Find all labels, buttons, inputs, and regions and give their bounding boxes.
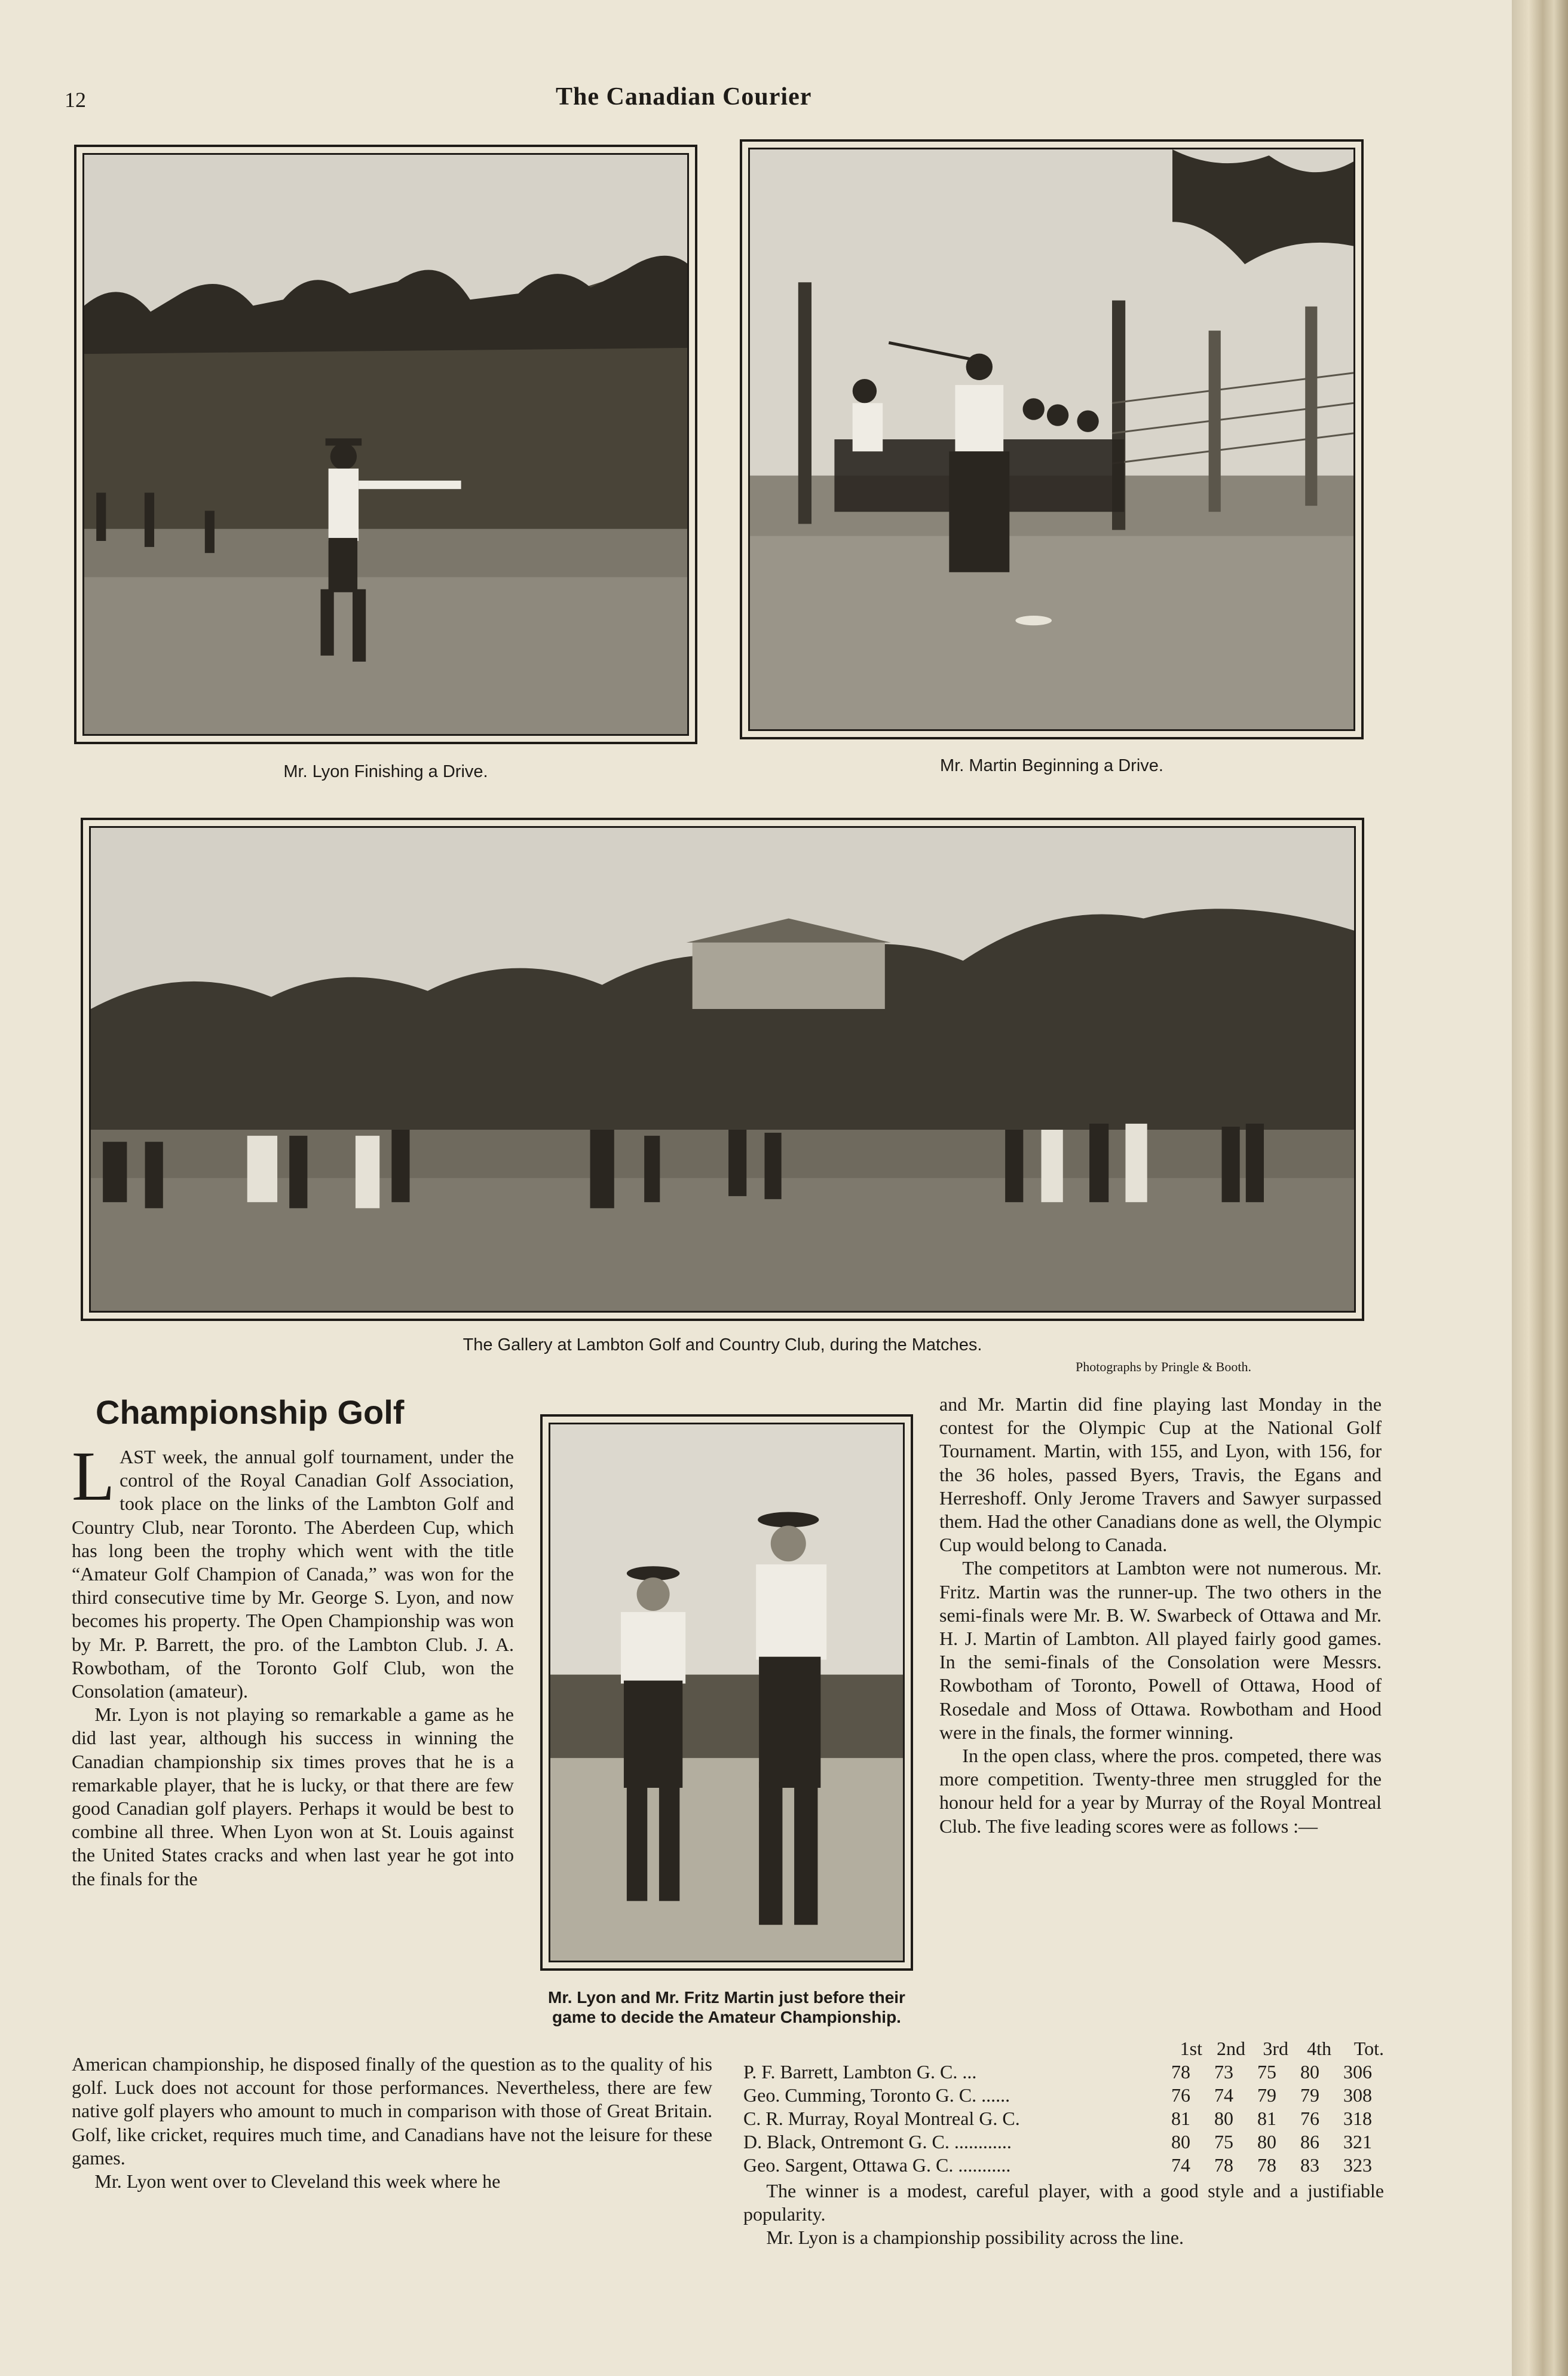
header-1st: 1st [1180, 2038, 1202, 2059]
paragraph-3: Mr. Lyon went over to Cleveland this week where he [94, 2170, 501, 2192]
table-row [743, 2060, 1384, 2084]
table-row [743, 2107, 1384, 2130]
header-total: Tot. [1353, 2038, 1384, 2059]
table-row [743, 2154, 1384, 2177]
photo-gallery-image [91, 828, 1354, 1311]
score-cell: 78 [1214, 2154, 1233, 2176]
photo-credit: Photographs by Pringle & Booth. [1076, 1359, 1251, 1374]
score-cell: 78 [1171, 2061, 1190, 2083]
page-number: 12 [65, 88, 86, 112]
score-cell: 81 [1257, 2108, 1276, 2129]
total-cell: 318 [1343, 2108, 1372, 2129]
total-cell: 323 [1343, 2154, 1372, 2176]
total-cell: 306 [1343, 2061, 1372, 2083]
paragraph-2-continued: American championship, he disposed finally of the question as to the quality of his golf. Luck does not account for those performances. Nevertheless, there are few native golf players who amount to much in comparison with those of Great Britain. Golf, like cricket, requires much time, and Canadians have not the leisure for these games. [72, 2053, 712, 2169]
header-3rd: 3rd [1263, 2038, 1288, 2059]
drop-cap: L [72, 1437, 115, 1515]
photo-gallery [81, 818, 1364, 1321]
score-cell: 73 [1214, 2061, 1233, 2083]
score-cell: 80 [1300, 2061, 1319, 2083]
paragraph-r5: Mr. Lyon is a championship possibility across the line. [766, 2227, 1184, 2249]
table-row [743, 2130, 1384, 2154]
score-cell: 80 [1257, 2131, 1276, 2152]
paragraph-r1: and Mr. Martin did fine playing last Monday in the contest for the Olympic Cup at the National Golf Tournament. Martin, with 155, and Lyon, with 156, for the 36 holes, passed Byers, Travis, the Egans and Herreshoff. Only Jerome Travers and Sawyer surpassed them. Had the other Canadians done as well, the Olympic Cup would belong to Canada. [939, 1393, 1382, 1556]
score-cell: 75 [1214, 2131, 1233, 2152]
paragraph-r2: The competitors at Lambton were not numerous. Mr. Fritz. Martin was the runner-up. The two others in the semi-finals were Mr. B. W. Swarbeck of Ottawa and Mr. H. J. Martin of Lambton. All played fairly good games. In the semi-finals of the Consolation were Messrs. Rowbotham of Toronto, Powell of Ottawa, Hood of Rosedale and Moss of Ottawa. Rowbotham and Hood were in the finals, the former winning. [939, 1557, 1382, 1743]
score-cell: 78 [1257, 2154, 1276, 2176]
player-name: P. F. Barrett, Lambton G. C. ... [743, 2061, 977, 2083]
score-cell: 80 [1171, 2131, 1190, 2152]
photo-martin-drive [740, 139, 1364, 739]
photo-martin-caption: Mr. Martin Beginning a Drive. [940, 756, 1163, 775]
score-cell: 75 [1257, 2061, 1276, 2083]
header-2nd: 2nd [1217, 2038, 1245, 2059]
scores-header-row [743, 2037, 1384, 2060]
score-cell: 80 [1214, 2108, 1233, 2129]
scores-table [743, 2037, 1384, 2250]
score-cell: 74 [1214, 2084, 1233, 2106]
article-closing [743, 2179, 1384, 2250]
score-cell: 86 [1300, 2131, 1319, 2152]
paragraph-1: LAST week, the annual golf tournament, under the control of the Royal Canadian Golf Association, took place on the links of the Lambton Golf and Country Club, near Toronto. The Aberdeen Cup, which has long been the trophy which went with the title “Amateur Golf Champion of Canada,” was won for the third consecutive time by Mr. George S. Lyon, and now becomes his property. The Open Championship was won by Mr. P. Barrett, the pro. of the Lambton Club. J. A. Rowbotham, of the Toronto Golf Club, won the Consolation (amateur). [72, 1437, 514, 1702]
photo-lyon-drive [74, 145, 697, 744]
paragraph-r3: In the open class, where the pros. competed, there was more competition. Twenty-three men struggled for the honour held for a year by Murray of the Royal Montreal Club. The five leading scores were as follows :— [939, 1745, 1382, 1837]
score-cell: 81 [1171, 2108, 1190, 2129]
score-cell: 83 [1300, 2154, 1319, 2176]
player-name: Geo. Cumming, Toronto G. C. ...... [743, 2084, 1010, 2106]
score-cell: 74 [1171, 2154, 1190, 2176]
article-bottom-left [72, 2053, 712, 2193]
article-right-column [939, 1393, 1382, 1838]
table-row [743, 2084, 1384, 2107]
photo-martin-image [750, 149, 1353, 729]
article-title: Championship Golf [96, 1393, 405, 1431]
running-header: The Canadian Courier [556, 83, 812, 111]
photo-portrait-caption: Mr. Lyon and Mr. Fritz Martin just before their game to decide the Amateur Championship. [548, 1988, 905, 2026]
player-name: C. R. Murray, Royal Montreal G. C. [743, 2108, 1020, 2129]
header-4th: 4th [1307, 2038, 1331, 2059]
photo-portrait-image [550, 1424, 903, 1961]
player-name: Geo. Sargent, Ottawa G. C. ........... [743, 2154, 1011, 2176]
score-cell: 79 [1300, 2084, 1319, 2106]
score-cell: 76 [1171, 2084, 1190, 2106]
photo-lyon-image [84, 155, 687, 734]
article-left-column [72, 1437, 514, 1891]
binding-spine [1512, 0, 1568, 2376]
paragraph-r4: The winner is a modest, careful player, with a good style and a justifiable popularity. [743, 2180, 1384, 2225]
player-name: D. Black, Ontremont G. C. ............ [743, 2131, 1012, 2152]
total-cell: 321 [1343, 2131, 1372, 2152]
paragraph-2: Mr. Lyon is not playing so remarkable a game as he did last year, although his success in winning the Canadian championship six times proves that he is a remarkable player, that he is lucky, or that there are few good Canadian golf players. Perhaps it would be best to combine all three. When Lyon won at St. Louis against the United States cracks and when last year he got into the finals for the [72, 1704, 514, 1889]
photo-gallery-caption: The Gallery at Lambton Golf and Country Club, during the Matches. [463, 1335, 982, 1354]
score-cell: 79 [1257, 2084, 1276, 2106]
score-cell: 76 [1300, 2108, 1319, 2129]
photo-portrait [540, 1414, 913, 1971]
total-cell: 308 [1343, 2084, 1372, 2106]
photo-lyon-caption: Mr. Lyon Finishing a Drive. [283, 762, 488, 781]
